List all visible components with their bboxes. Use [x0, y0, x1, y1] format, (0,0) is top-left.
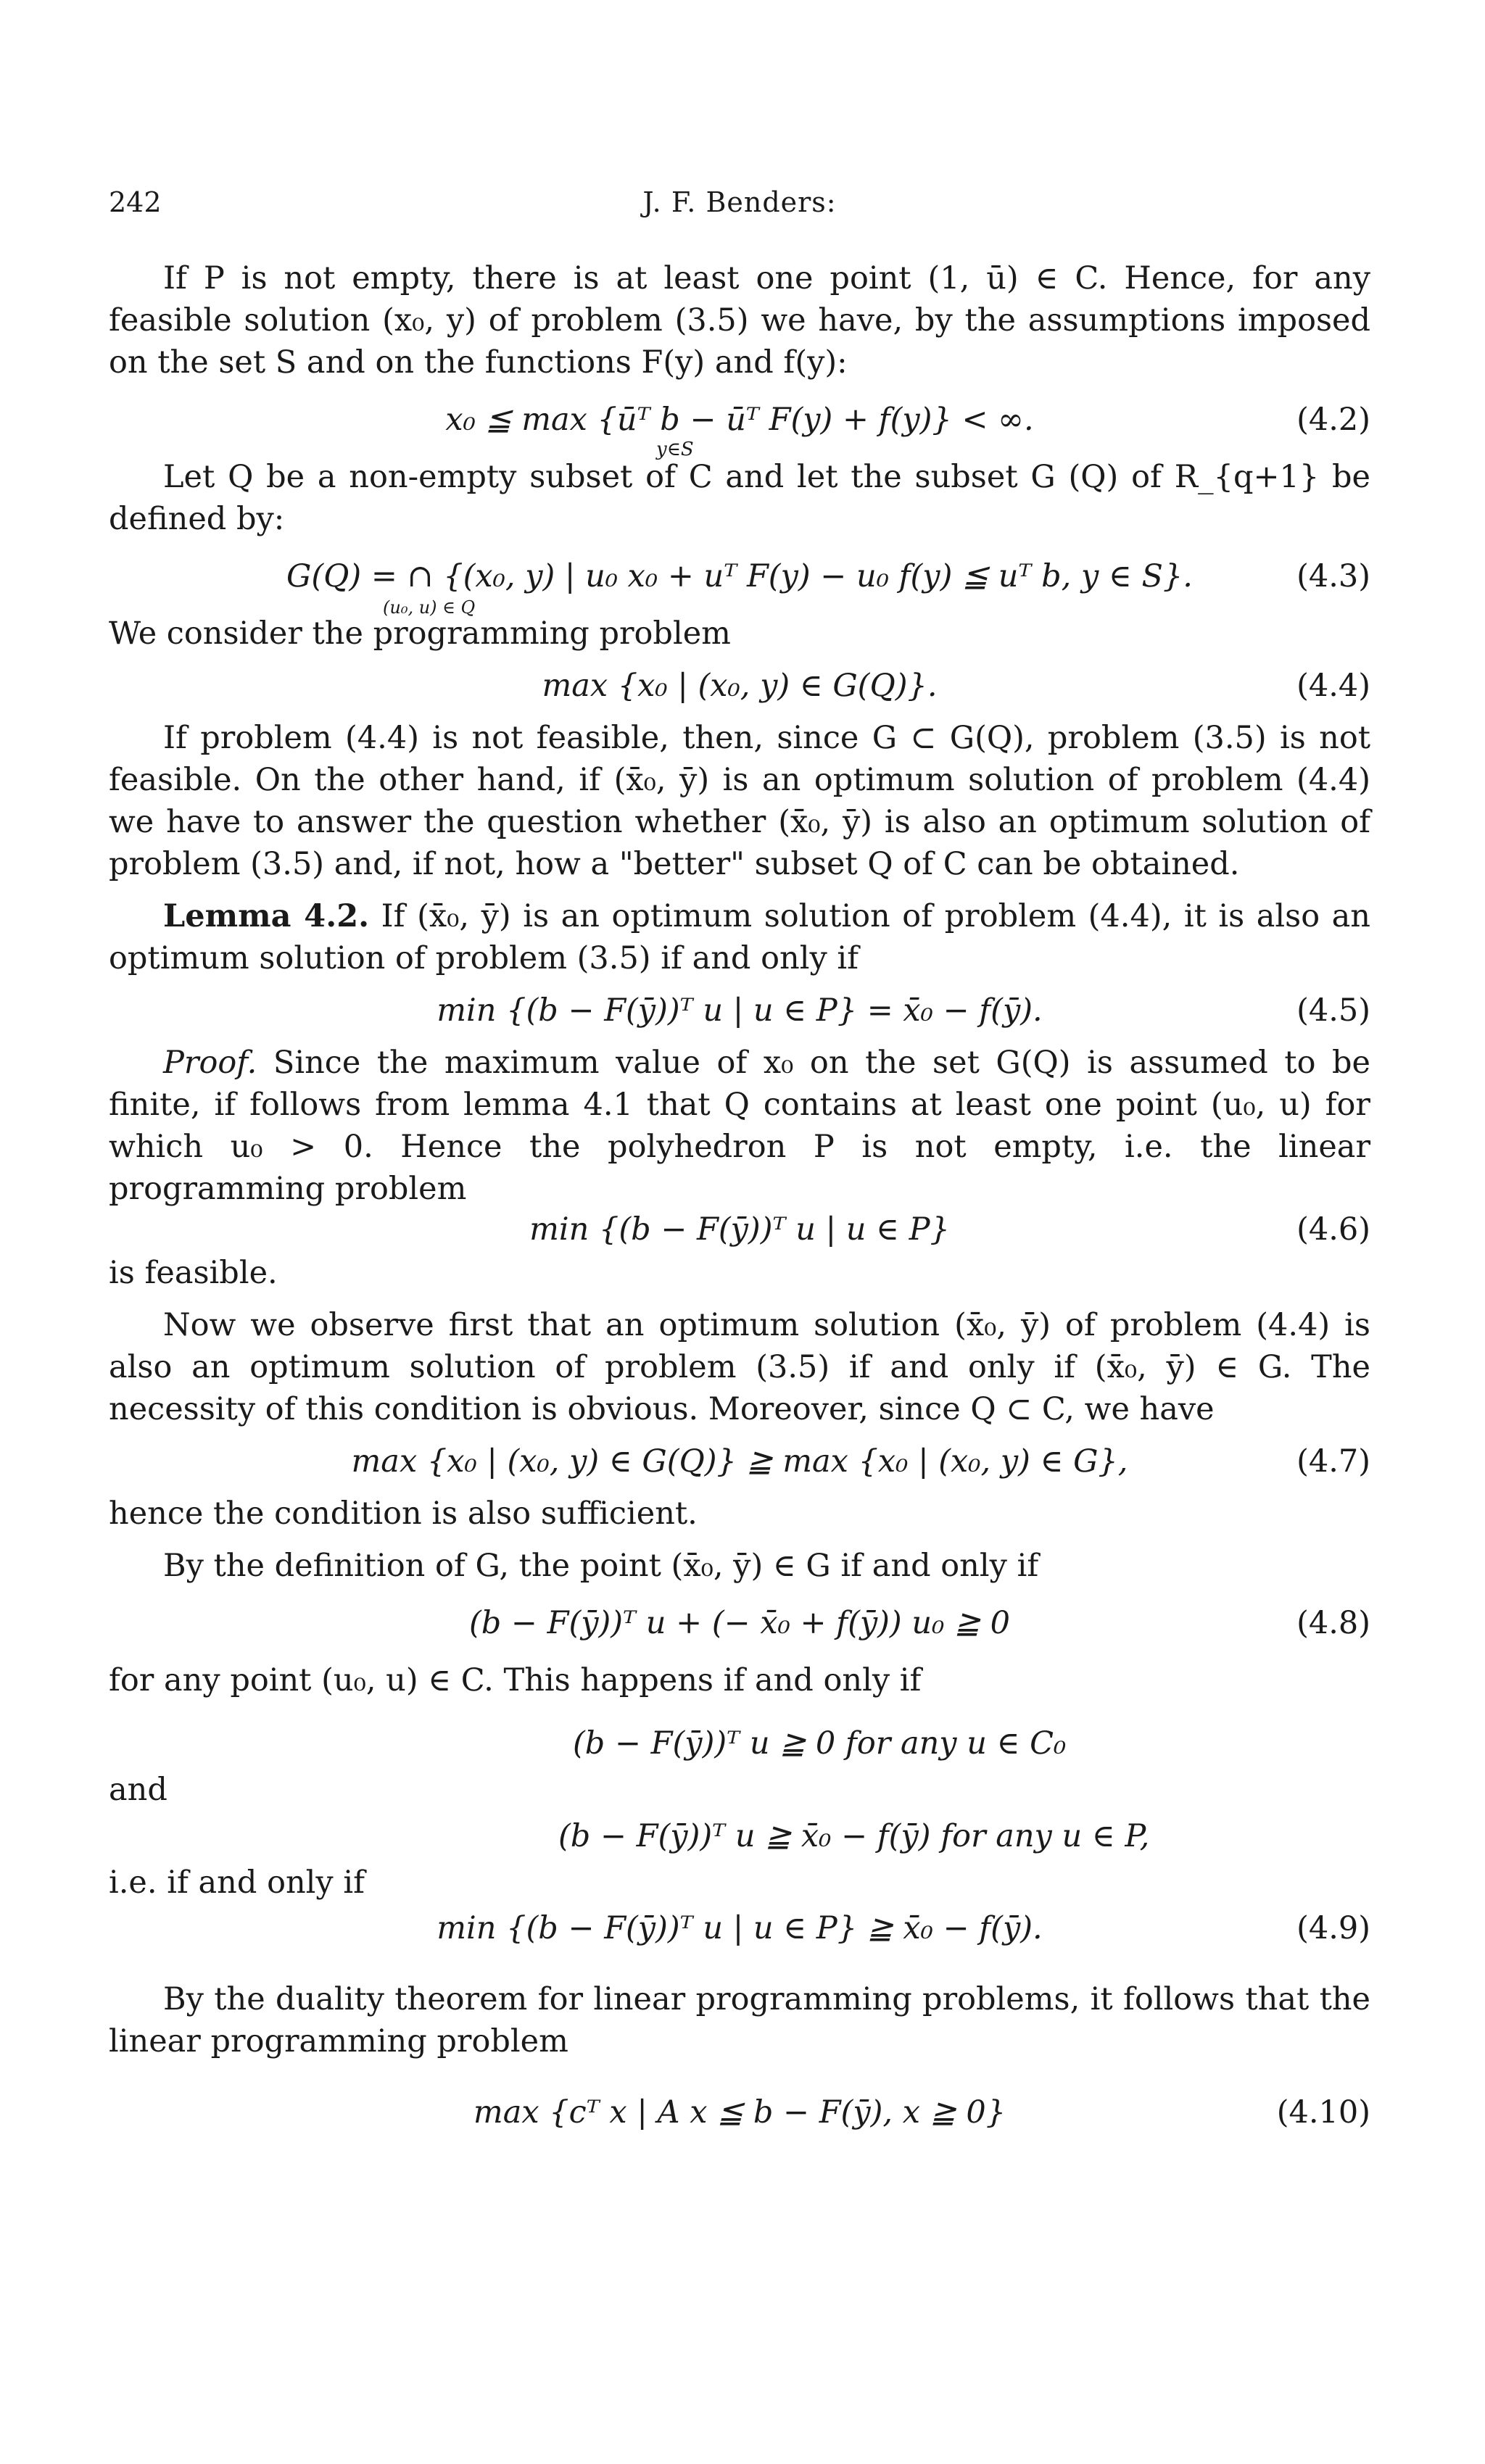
- page-body: [109, 257, 1370, 2144]
- lemma-text: If (x̄₀, ȳ) is an optimum solution of problem (4.4), it is also an optimum solution of problem (3.5) if and only if: [109, 898, 1371, 976]
- page-header: [109, 181, 1370, 225]
- equation-4-3: [109, 543, 1370, 618]
- condition-1-line: [109, 1720, 1370, 1767]
- equation-4-2-number: (4.2): [1296, 402, 1370, 438]
- paragraph-6: Now we observe first that an optimum solution (x̄₀, ȳ) of problem (4.4) is also an optimum solution of problem (3.5) if and only if (x̄₀, ȳ) ∈ G. The necessity of this condition is obvious. Moreover, since Q ⊂ C, we have: [109, 1307, 1370, 1427]
- equation-4-3-formula: G(Q) = ∩ {(x₀, y) | u₀ x₀ + uᵀ F(y) − u₀ f(y) ≦ uᵀ b, y ∈ S}.: [286, 558, 1193, 594]
- paragraph-8: By the definition of G, the point (x̄₀, ȳ) ∈ G if and only if: [163, 1548, 1039, 1584]
- paragraph-10: By the duality theorem for linear programming problems, it follows that the linear programming problem: [109, 1981, 1370, 2059]
- equation-4-6: [109, 1206, 1370, 1253]
- proof-text: Since the maximum value of x₀ on the set G(Q) is assumed to be finite, if follows from lemma 4.1 that Q contains at least one point (u₀, u) for which u₀ > 0. Hence the polyhedron P is not empty, i.e. the linear programming problem: [109, 1045, 1371, 1207]
- running-head: J. F. Benders:: [642, 186, 837, 218]
- equation-4-4-formula: max {x₀ | (x₀, y) ∈ G(Q)}.: [542, 668, 938, 704]
- equation-4-8-number: (4.8): [1296, 1605, 1370, 1641]
- equation-4-7-number: (4.7): [1296, 1443, 1370, 1480]
- equation-4-10-formula: max {cᵀ x | A x ≦ b − F(ȳ), x ≧ 0}: [473, 2094, 1006, 2131]
- equation-4-4-number: (4.4): [1296, 668, 1370, 704]
- and-line: [109, 1767, 1370, 1813]
- equation-4-10-number: (4.10): [1276, 2094, 1370, 2131]
- paragraph-9: for any point (u₀, u) ∈ C. This happens if and only if: [109, 1662, 922, 1698]
- equation-4-9: [109, 1900, 1370, 1957]
- equation-4-5: [109, 982, 1370, 1039]
- equation-4-6-formula: min {(b − F(ȳ))ᵀ u | u ∈ P}: [529, 1211, 950, 1248]
- equation-4-5-number: (4.5): [1296, 992, 1370, 1029]
- proof-label: Proof.: [163, 1045, 257, 1081]
- page-number: 242: [109, 186, 162, 218]
- condition-1: (b − F(ȳ))ᵀ u ≧ 0 for any u ∈ C₀: [573, 1725, 1067, 1762]
- paragraph-7: hence the condition is also sufficient.: [109, 1496, 698, 1532]
- paragraph-1: If P is not empty, there is at least one point (1, ū) ∈ C. Hence, for any feasible solution (x₀, y) of problem (3.5) we have, by the assumptions imposed on the set S and on the functions F(y) and f(y):: [109, 260, 1370, 381]
- equation-4-3-subscript: (u₀, u) ∈ Q: [383, 597, 476, 618]
- equation-4-3-number: (4.3): [1296, 558, 1370, 594]
- proof-paragraph: [109, 1042, 1370, 1210]
- lemma-label: Lemma 4.2.: [163, 898, 370, 934]
- condition-2: (b − F(ȳ))ᵀ u ≧ x̄₀ − f(ȳ) for any u ∈ P,: [558, 1818, 1150, 1854]
- equation-4-8-formula: (b − F(ȳ))ᵀ u + (− x̄₀ + f(ȳ)) u₀ ≧ 0: [468, 1605, 1011, 1641]
- ie-label: i.e. if and only if: [109, 1864, 365, 1901]
- lemma-4-2: [109, 895, 1370, 979]
- equation-4-2-formula: x₀ ≦ max {ūᵀ b − ūᵀ F(y) + f(y)} < ∞.: [445, 402, 1034, 438]
- equation-4-5-formula: min {(b − F(ȳ))ᵀ u | u ∈ P} = x̄₀ − f(ȳ).: [437, 992, 1043, 1029]
- equation-4-8: [109, 1590, 1370, 1656]
- ie-line: [109, 1859, 1370, 1906]
- equation-4-4: [109, 658, 1370, 714]
- equation-4-10: [109, 2084, 1370, 2141]
- paragraph-2: Let Q be a non-empty subset of C and let the subset G (Q) of R_{q+1} be defined by:: [109, 459, 1370, 537]
- paragraph-4: If problem (4.4) is not feasible, then, since G ⊂ G(Q), problem (3.5) is not feasible. On the other hand, if (x̄₀, ȳ) is an optimum solution of problem (4.4) we have to answer the question whether (x̄₀, ȳ) is also an optimum solution of problem (3.5) and, if not, how a "better" subset Q of C can be obtained.: [109, 720, 1370, 882]
- condition-2-line: [109, 1813, 1370, 1859]
- equation-4-2: [109, 386, 1370, 460]
- equation-4-7: [109, 1433, 1370, 1490]
- paragraph-3: We consider the programming problem: [109, 615, 731, 652]
- equation-4-9-formula: min {(b − F(ȳ))ᵀ u | u ∈ P} ≧ x̄₀ − f(ȳ).: [437, 1910, 1043, 1946]
- equation-4-6-number: (4.6): [1296, 1211, 1370, 1248]
- paragraph-5: is feasible.: [109, 1255, 278, 1291]
- equation-4-2-subscript: y∈S: [656, 439, 694, 460]
- equation-4-9-number: (4.9): [1296, 1910, 1370, 1946]
- and-label: and: [109, 1772, 167, 1808]
- equation-4-7-formula: max {x₀ | (x₀, y) ∈ G(Q)} ≧ max {x₀ | (x₀, y) ∈ G},: [351, 1443, 1128, 1480]
